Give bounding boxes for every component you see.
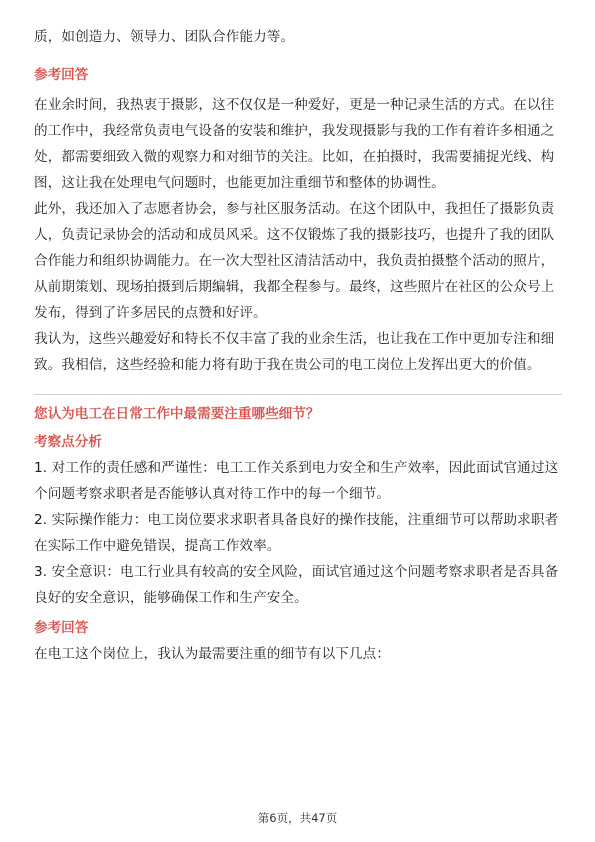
answer-paragraph-2: 此外，我还加入了志愿者协会，参与社区服务活动。在这个团队中，我担任了摄影负责人，负责记录协会的活动和成员风采。这不仅锻炼了我的摄影技巧，也提升了我的团队合作能力和组织协调能力。在一次大型社区清洁活动中，我负责拍摄整个活动的照片，从前期策划、现场拍摄到后期编辑，我都全程参与。最终，这些照片在社区的公众号上发布，得到了许多居民的点赞和好评。 xyxy=(34,201,555,321)
continued-text-line: 质，如创造力、领导力、团队合作能力等。 xyxy=(34,29,295,45)
answer-paragraph-3: 我认为，这些兴趣爱好和特长不仅丰富了我的业余生活，也让我在工作中更加专注和细致。我相信，这些经验和能力将有助于我在贵公司的电工岗位上发挥出更大的价值。 xyxy=(34,331,555,373)
answer-paragraph-1: 在业余时间，我热衷于摄影，这不仅仅是一种爱好，更是一种记录生活的方式。在以往的工作中，我经常负责电气设备的安装和维护，我发现摄影与我的工作有着许多相通之处，都需要细致入微的观察力和对细节的关注。比如，在拍摄时，我需要捕捉光线、构图，这让我在处理电气问题时，也能更加注重细节和整体的协调性。 xyxy=(34,97,555,191)
answer2-paragraph-1: 在电工这个岗位上，我认为最需要注重的细节有以下几点： xyxy=(34,646,391,662)
analysis-item-1: 1. 对工作的责任感和严谨性：电工工作关系到电力安全和生产效率，因此面试官通过这个问题考察求职者是否能够认真对待工作中的每一个细节。 xyxy=(34,460,559,502)
page-content xyxy=(34,24,562,667)
interview-question: 您认为电工在日常工作中最需要注重哪些细节？ xyxy=(34,406,320,422)
analysis-item-2: 2. 实际操作能力：电工岗位要求求职者具备良好的操作技能，注重细节可以帮助求职者在实际工作中避免错误，提高工作效率。 xyxy=(34,512,559,554)
reference-answer-heading-2: 参考回答 xyxy=(34,620,89,636)
analysis-heading: 考察点分析 xyxy=(34,434,102,450)
page-number-footer: 第6页，共47页 xyxy=(257,811,338,825)
reference-answer-heading: 参考回答 xyxy=(34,67,89,83)
analysis-item-3: 3. 安全意识：电工行业具有较高的安全风险，面试官通过这个问题考察求职者是否具备良好的安全意识，能够确保工作和生产安全。 xyxy=(34,564,559,606)
